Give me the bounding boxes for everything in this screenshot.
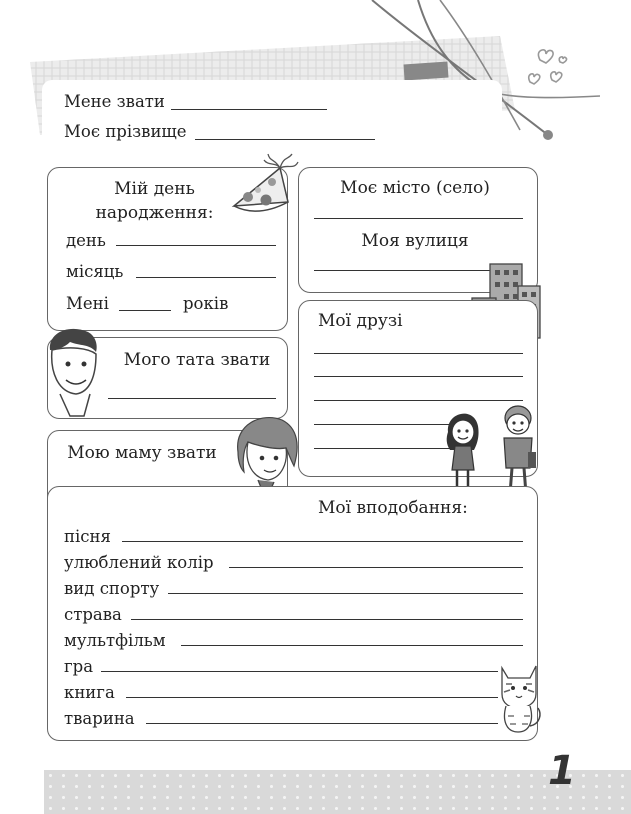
like-color-label: улюблений колір: [64, 553, 214, 572]
like-song-label: пісня: [64, 527, 111, 546]
friends-line-1[interactable]: [314, 353, 523, 354]
page-number: 1: [548, 748, 576, 794]
surname-input-line[interactable]: [195, 139, 375, 140]
name-label: Мене звати: [64, 92, 165, 111]
street-label: Моя вулиця: [361, 231, 469, 251]
like-cartoon-label: мультфільм: [64, 631, 166, 650]
month-label: місяць: [66, 262, 124, 281]
birthday-title-1: Мій день: [114, 179, 195, 199]
like-color-line[interactable]: [229, 567, 523, 568]
like-animal-label: тварина: [64, 709, 135, 728]
like-song-line[interactable]: [122, 541, 523, 542]
day-label: день: [66, 231, 106, 250]
mom-label: Мою маму звати: [67, 443, 217, 463]
like-game-label: гра: [64, 657, 94, 676]
like-sport-line[interactable]: [168, 593, 523, 594]
friends-line-5[interactable]: [314, 448, 454, 449]
tape: [403, 61, 448, 80]
friends-line-3[interactable]: [314, 400, 523, 401]
like-sport-label: вид спорту: [64, 579, 160, 598]
friends-line-4[interactable]: [314, 424, 454, 425]
name-input-line[interactable]: [171, 109, 327, 110]
age-prefix: Мені: [66, 294, 109, 313]
day-input-line[interactable]: [116, 245, 276, 246]
like-animal-line[interactable]: [146, 723, 498, 724]
friends-line-2[interactable]: [314, 376, 523, 377]
age-suffix: років: [183, 294, 229, 313]
dad-input-line[interactable]: [108, 398, 276, 399]
cat-icon: [496, 660, 544, 736]
likes-title: Мої вподобання:: [318, 498, 468, 518]
footer-strip: [44, 770, 631, 814]
like-dish-label: страва: [64, 605, 122, 624]
hearts-icon: [529, 50, 567, 84]
age-input-line[interactable]: [119, 310, 171, 311]
like-book-line[interactable]: [126, 697, 498, 698]
dad-label: Мого тата звати: [123, 350, 271, 370]
party-hat-icon: [228, 152, 300, 224]
birthday-title-2: народження:: [95, 203, 214, 223]
like-book-label: книга: [64, 683, 115, 702]
like-game-line[interactable]: [101, 671, 498, 672]
month-input-line[interactable]: [136, 277, 276, 278]
surname-label: Моє прізвище: [64, 122, 187, 141]
friends-title: Мої друзі: [318, 311, 403, 331]
city-label: Моє місто (село): [340, 178, 490, 198]
city-input-line[interactable]: [314, 218, 523, 219]
like-dish-line[interactable]: [131, 619, 523, 620]
like-cartoon-line[interactable]: [181, 645, 523, 646]
dad-face-icon: [40, 322, 102, 418]
name-card: [42, 80, 502, 152]
bead: [543, 130, 553, 140]
street-input-line[interactable]: [314, 270, 490, 271]
